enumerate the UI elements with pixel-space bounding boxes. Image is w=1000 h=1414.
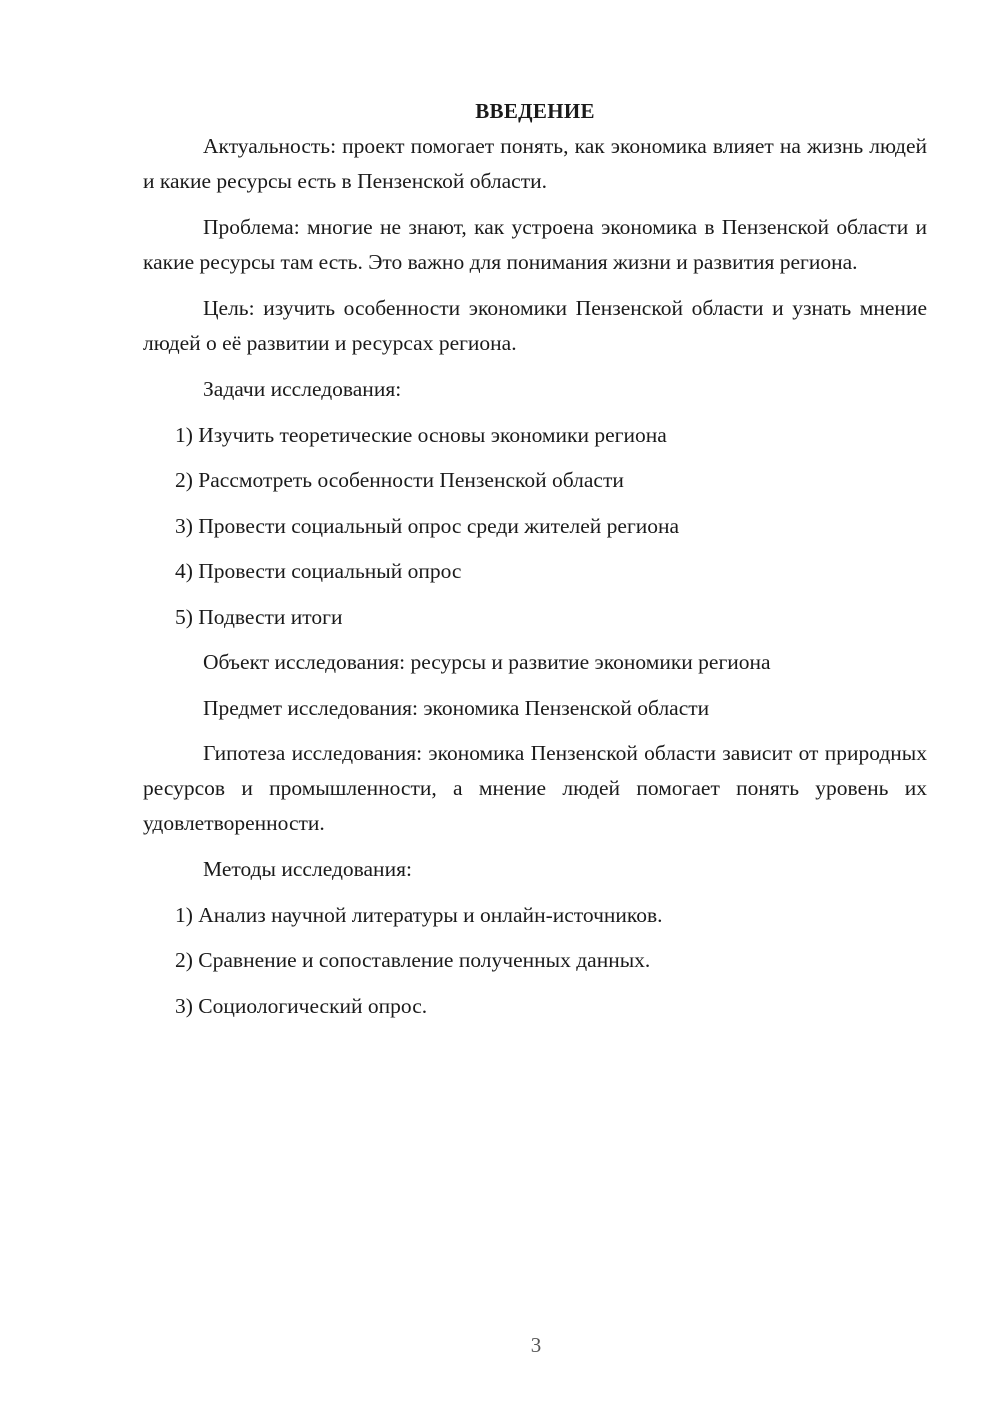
list-item: 3) Провести социальный опрос среди жителей региона: [175, 513, 680, 538]
methods-heading: Методы исследования:: [203, 857, 412, 881]
section-title: ВВЕДЕНИЕ: [475, 99, 595, 123]
list-item: 1) Изучить теоретические основы экономики региона: [175, 422, 667, 447]
list-item: 3) Социологический опрос.: [175, 993, 428, 1018]
problem-paragraph: Проблема: многие не знают, как устроена экономика в Пензенской области и какие ресурсы там есть. Это важно для понимания жизни и развития региона.: [143, 215, 927, 274]
subject-line: Предмет исследования: экономика Пензенской области: [203, 695, 710, 720]
list-item: 1) Анализ научной литературы и онлайн-источников.: [175, 902, 663, 927]
page-number: 3: [530, 1333, 542, 1357]
hypothesis-paragraph: Гипотеза исследования: экономика Пензенской области зависит от природных ресурсов и промышленности, а мнение людей помогает понять уровень их удовлетворенности.: [143, 741, 927, 835]
list-item: 2) Сравнение и сопоставление полученных данных.: [175, 948, 651, 972]
list-item: 5) Подвести итоги: [175, 604, 343, 629]
tasks-list: [143, 418, 927, 635]
list-item: 2) Рассмотреть особенности Пензенской области: [175, 468, 624, 492]
document-body: [143, 94, 927, 1034]
list-item: 4) Провести социальный опрос: [175, 559, 462, 583]
goal-paragraph: Цель: изучить особенности экономики Пензенской области и узнать мнение людей о её развитии и ресурсах региона.: [143, 296, 927, 355]
methods-list: [143, 898, 927, 1024]
relevance-paragraph: Актуальность: проект помогает понять, как экономика влияет на жизнь людей и какие ресурсы есть в Пензенской области.: [143, 134, 927, 193]
tasks-heading: Задачи исследования:: [203, 377, 402, 401]
object-line: Объект исследования: ресурсы и развитие экономики региона: [203, 650, 771, 674]
